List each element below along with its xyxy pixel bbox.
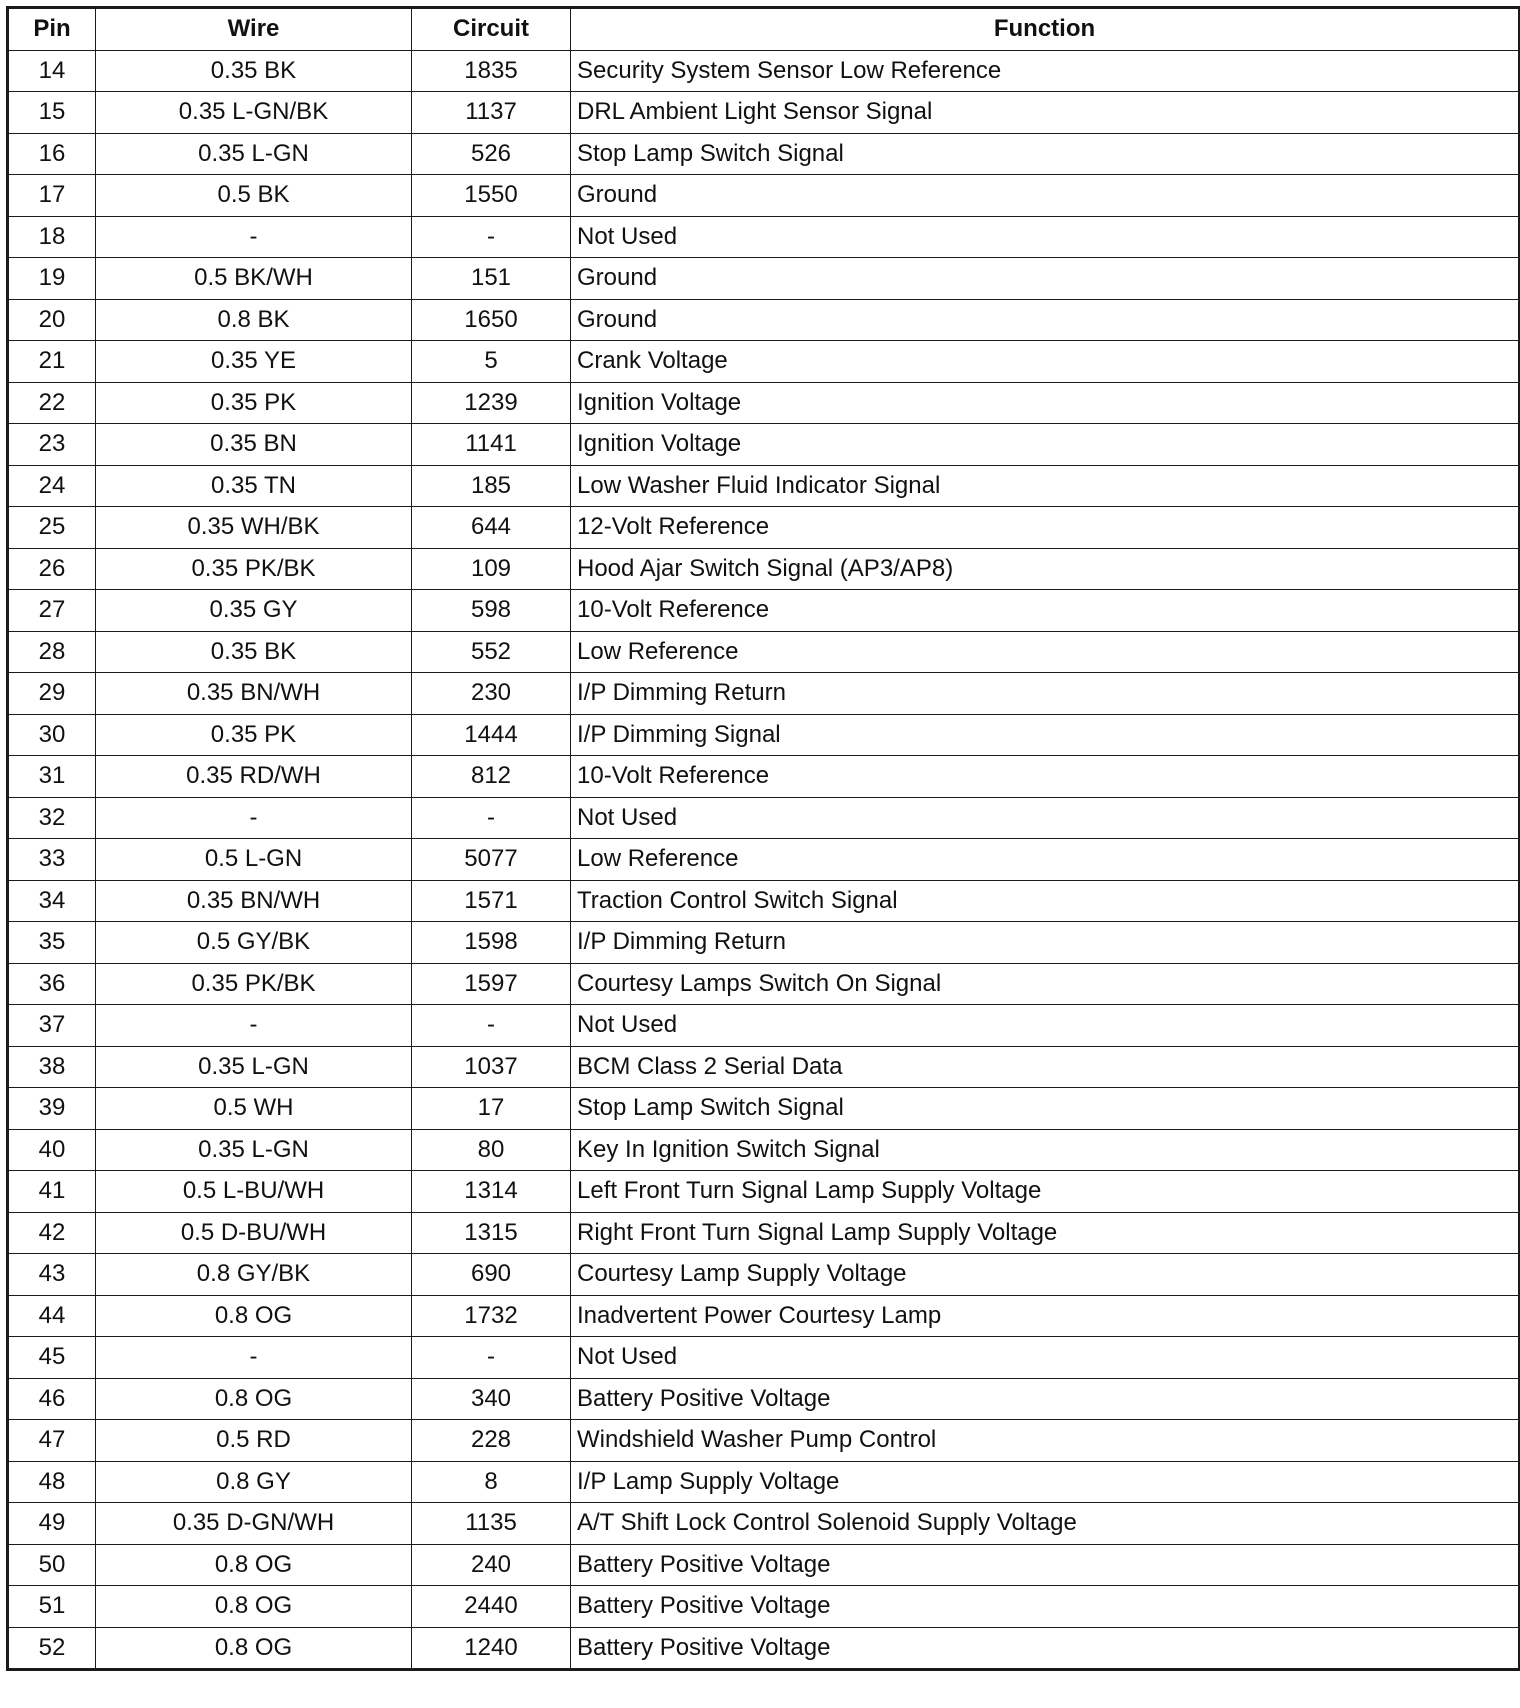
pin-cell: 42 <box>8 1212 96 1254</box>
header-wire: Wire <box>96 8 412 51</box>
table-row <box>8 548 1520 590</box>
pinout-table <box>6 6 1520 1671</box>
circuit-cell: 526 <box>412 133 571 175</box>
circuit-cell: 552 <box>412 631 571 673</box>
function-cell: Courtesy Lamps Switch On Signal <box>571 963 1520 1005</box>
function-cell: Key In Ignition Switch Signal <box>571 1129 1520 1171</box>
pin-cell: 19 <box>8 258 96 300</box>
wire-cell: 0.5 D-BU/WH <box>96 1212 412 1254</box>
function-cell: Ground <box>571 299 1520 341</box>
function-cell: 12-Volt Reference <box>571 507 1520 549</box>
pin-cell: 29 <box>8 673 96 715</box>
function-cell: Stop Lamp Switch Signal <box>571 133 1520 175</box>
circuit-cell: 1141 <box>412 424 571 466</box>
table-row <box>8 1295 1520 1337</box>
table-row <box>8 631 1520 673</box>
connector-pinout-sheet <box>6 6 1518 1671</box>
pin-cell: 48 <box>8 1461 96 1503</box>
circuit-cell: 1240 <box>412 1627 571 1670</box>
function-cell: Left Front Turn Signal Lamp Supply Voltage <box>571 1171 1520 1213</box>
table-row <box>8 756 1520 798</box>
pin-cell: 47 <box>8 1420 96 1462</box>
wire-cell: 0.8 OG <box>96 1544 412 1586</box>
table-row <box>8 963 1520 1005</box>
function-cell: Stop Lamp Switch Signal <box>571 1088 1520 1130</box>
pin-cell: 40 <box>8 1129 96 1171</box>
pin-cell: 51 <box>8 1586 96 1628</box>
function-cell: Battery Positive Voltage <box>571 1627 1520 1670</box>
circuit-cell: 5 <box>412 341 571 383</box>
table-row <box>8 133 1520 175</box>
table-row <box>8 92 1520 134</box>
table-row <box>8 880 1520 922</box>
pin-cell: 20 <box>8 299 96 341</box>
wire-cell: 0.35 RD/WH <box>96 756 412 798</box>
table-row <box>8 1129 1520 1171</box>
table-row <box>8 839 1520 881</box>
circuit-cell: 1550 <box>412 175 571 217</box>
wire-cell: - <box>96 216 412 258</box>
function-cell: Battery Positive Voltage <box>571 1378 1520 1420</box>
function-cell: I/P Dimming Return <box>571 922 1520 964</box>
wire-cell: 0.35 GY <box>96 590 412 632</box>
wire-cell: 0.35 WH/BK <box>96 507 412 549</box>
wire-cell: 0.35 PK <box>96 714 412 756</box>
pin-cell: 15 <box>8 92 96 134</box>
pin-cell: 34 <box>8 880 96 922</box>
circuit-cell: 1835 <box>412 50 571 92</box>
circuit-cell: 185 <box>412 465 571 507</box>
pin-cell: 21 <box>8 341 96 383</box>
table-row <box>8 1420 1520 1462</box>
table-row <box>8 1627 1520 1670</box>
wire-cell: 0.35 PK <box>96 382 412 424</box>
header-row <box>8 8 1520 51</box>
wire-cell: - <box>96 797 412 839</box>
table-row <box>8 714 1520 756</box>
pin-cell: 18 <box>8 216 96 258</box>
wire-cell: 0.35 BN <box>96 424 412 466</box>
pin-cell: 23 <box>8 424 96 466</box>
circuit-cell: 1571 <box>412 880 571 922</box>
table-row <box>8 797 1520 839</box>
wire-cell: 0.8 OG <box>96 1627 412 1670</box>
table-row <box>8 216 1520 258</box>
table-row <box>8 465 1520 507</box>
wire-cell: 0.35 D-GN/WH <box>96 1503 412 1545</box>
pin-cell: 14 <box>8 50 96 92</box>
table-row <box>8 424 1520 466</box>
circuit-cell: 17 <box>412 1088 571 1130</box>
function-cell: I/P Dimming Return <box>571 673 1520 715</box>
circuit-cell: 228 <box>412 1420 571 1462</box>
function-cell: Ground <box>571 258 1520 300</box>
wire-cell: 0.8 BK <box>96 299 412 341</box>
function-cell: Not Used <box>571 1005 1520 1047</box>
function-cell: Low Washer Fluid Indicator Signal <box>571 465 1520 507</box>
pin-cell: 39 <box>8 1088 96 1130</box>
function-cell: Not Used <box>571 797 1520 839</box>
wire-cell: - <box>96 1005 412 1047</box>
pin-cell: 49 <box>8 1503 96 1545</box>
wire-cell: 0.35 L-GN/BK <box>96 92 412 134</box>
table-row <box>8 1005 1520 1047</box>
table-row <box>8 1088 1520 1130</box>
wire-cell: 0.8 OG <box>96 1378 412 1420</box>
wire-cell: 0.8 OG <box>96 1586 412 1628</box>
circuit-cell: 1314 <box>412 1171 571 1213</box>
table-row <box>8 1378 1520 1420</box>
circuit-cell: 1037 <box>412 1046 571 1088</box>
circuit-cell: 240 <box>412 1544 571 1586</box>
function-cell: A/T Shift Lock Control Solenoid Supply Voltage <box>571 1503 1520 1545</box>
table-row <box>8 1461 1520 1503</box>
table-row <box>8 1171 1520 1213</box>
table-row <box>8 50 1520 92</box>
circuit-cell: 690 <box>412 1254 571 1296</box>
circuit-cell: - <box>412 1337 571 1379</box>
function-cell: Courtesy Lamp Supply Voltage <box>571 1254 1520 1296</box>
wire-cell: 0.5 L-GN <box>96 839 412 881</box>
circuit-cell: - <box>412 797 571 839</box>
circuit-cell: 644 <box>412 507 571 549</box>
circuit-cell: 8 <box>412 1461 571 1503</box>
circuit-cell: 2440 <box>412 1586 571 1628</box>
function-cell: Battery Positive Voltage <box>571 1586 1520 1628</box>
wire-cell: 0.35 L-GN <box>96 1046 412 1088</box>
circuit-cell: 230 <box>412 673 571 715</box>
pin-cell: 35 <box>8 922 96 964</box>
pin-cell: 22 <box>8 382 96 424</box>
circuit-cell: 151 <box>412 258 571 300</box>
function-cell: Inadvertent Power Courtesy Lamp <box>571 1295 1520 1337</box>
table-row <box>8 1254 1520 1296</box>
function-cell: Windshield Washer Pump Control <box>571 1420 1520 1462</box>
header-function: Function <box>571 8 1520 51</box>
pin-cell: 27 <box>8 590 96 632</box>
pin-cell: 37 <box>8 1005 96 1047</box>
function-cell: Battery Positive Voltage <box>571 1544 1520 1586</box>
pin-cell: 36 <box>8 963 96 1005</box>
function-cell: Security System Sensor Low Reference <box>571 50 1520 92</box>
wire-cell: 0.35 BN/WH <box>96 673 412 715</box>
wire-cell: 0.8 GY/BK <box>96 1254 412 1296</box>
table-row <box>8 507 1520 549</box>
circuit-cell: 1137 <box>412 92 571 134</box>
table-row <box>8 299 1520 341</box>
table-row <box>8 673 1520 715</box>
wire-cell: 0.5 L-BU/WH <box>96 1171 412 1213</box>
function-cell: Ground <box>571 175 1520 217</box>
wire-cell: 0.35 PK/BK <box>96 963 412 1005</box>
circuit-cell: 1444 <box>412 714 571 756</box>
function-cell: I/P Dimming Signal <box>571 714 1520 756</box>
circuit-cell: 5077 <box>412 839 571 881</box>
wire-cell: 0.35 PK/BK <box>96 548 412 590</box>
wire-cell: 0.35 BN/WH <box>96 880 412 922</box>
pin-cell: 52 <box>8 1627 96 1670</box>
table-row <box>8 175 1520 217</box>
pin-cell: 17 <box>8 175 96 217</box>
pin-cell: 43 <box>8 1254 96 1296</box>
wire-cell: 0.5 GY/BK <box>96 922 412 964</box>
circuit-cell: 1650 <box>412 299 571 341</box>
function-cell: Low Reference <box>571 839 1520 881</box>
table-row <box>8 590 1520 632</box>
wire-cell: 0.35 BK <box>96 50 412 92</box>
circuit-cell: 109 <box>412 548 571 590</box>
wire-cell: 0.5 BK <box>96 175 412 217</box>
header-pin: Pin <box>8 8 96 51</box>
function-cell: I/P Lamp Supply Voltage <box>571 1461 1520 1503</box>
pin-cell: 38 <box>8 1046 96 1088</box>
pin-cell: 41 <box>8 1171 96 1213</box>
circuit-cell: 340 <box>412 1378 571 1420</box>
function-cell: Right Front Turn Signal Lamp Supply Voltage <box>571 1212 1520 1254</box>
pin-cell: 45 <box>8 1337 96 1379</box>
circuit-cell: 598 <box>412 590 571 632</box>
pinout-rows <box>8 50 1520 1670</box>
wire-cell: 0.5 RD <box>96 1420 412 1462</box>
function-cell: Not Used <box>571 1337 1520 1379</box>
pin-cell: 33 <box>8 839 96 881</box>
header-circuit: Circuit <box>412 8 571 51</box>
circuit-cell: 1239 <box>412 382 571 424</box>
wire-cell: - <box>96 1337 412 1379</box>
pin-cell: 25 <box>8 507 96 549</box>
wire-cell: 0.5 WH <box>96 1088 412 1130</box>
circuit-cell: 1135 <box>412 1503 571 1545</box>
pin-cell: 50 <box>8 1544 96 1586</box>
wire-cell: 0.5 BK/WH <box>96 258 412 300</box>
wire-cell: 0.8 OG <box>96 1295 412 1337</box>
wire-cell: 0.35 TN <box>96 465 412 507</box>
pin-cell: 28 <box>8 631 96 673</box>
pin-cell: 44 <box>8 1295 96 1337</box>
table-row <box>8 1046 1520 1088</box>
wire-cell: 0.35 BK <box>96 631 412 673</box>
function-cell: 10-Volt Reference <box>571 756 1520 798</box>
pin-cell: 46 <box>8 1378 96 1420</box>
table-row <box>8 922 1520 964</box>
pin-cell: 31 <box>8 756 96 798</box>
function-cell: DRL Ambient Light Sensor Signal <box>571 92 1520 134</box>
function-cell: BCM Class 2 Serial Data <box>571 1046 1520 1088</box>
table-row <box>8 1586 1520 1628</box>
wire-cell: 0.35 YE <box>96 341 412 383</box>
circuit-cell: - <box>412 216 571 258</box>
table-row <box>8 1337 1520 1379</box>
function-cell: Not Used <box>571 216 1520 258</box>
pin-cell: 24 <box>8 465 96 507</box>
wire-cell: 0.8 GY <box>96 1461 412 1503</box>
circuit-cell: 1732 <box>412 1295 571 1337</box>
pin-cell: 26 <box>8 548 96 590</box>
circuit-cell: 1597 <box>412 963 571 1005</box>
circuit-cell: 1315 <box>412 1212 571 1254</box>
table-row <box>8 1212 1520 1254</box>
circuit-cell: 80 <box>412 1129 571 1171</box>
function-cell: Ignition Voltage <box>571 424 1520 466</box>
function-cell: Traction Control Switch Signal <box>571 880 1520 922</box>
circuit-cell: 1598 <box>412 922 571 964</box>
pin-cell: 16 <box>8 133 96 175</box>
circuit-cell: - <box>412 1005 571 1047</box>
function-cell: Low Reference <box>571 631 1520 673</box>
function-cell: 10-Volt Reference <box>571 590 1520 632</box>
function-cell: Crank Voltage <box>571 341 1520 383</box>
pin-cell: 30 <box>8 714 96 756</box>
wire-cell: 0.35 L-GN <box>96 1129 412 1171</box>
pin-cell: 32 <box>8 797 96 839</box>
table-row <box>8 1544 1520 1586</box>
function-cell: Ignition Voltage <box>571 382 1520 424</box>
function-cell: Hood Ajar Switch Signal (AP3/AP8) <box>571 548 1520 590</box>
table-row <box>8 382 1520 424</box>
circuit-cell: 812 <box>412 756 571 798</box>
table-row <box>8 258 1520 300</box>
wire-cell: 0.35 L-GN <box>96 133 412 175</box>
table-row <box>8 1503 1520 1545</box>
table-row <box>8 341 1520 383</box>
